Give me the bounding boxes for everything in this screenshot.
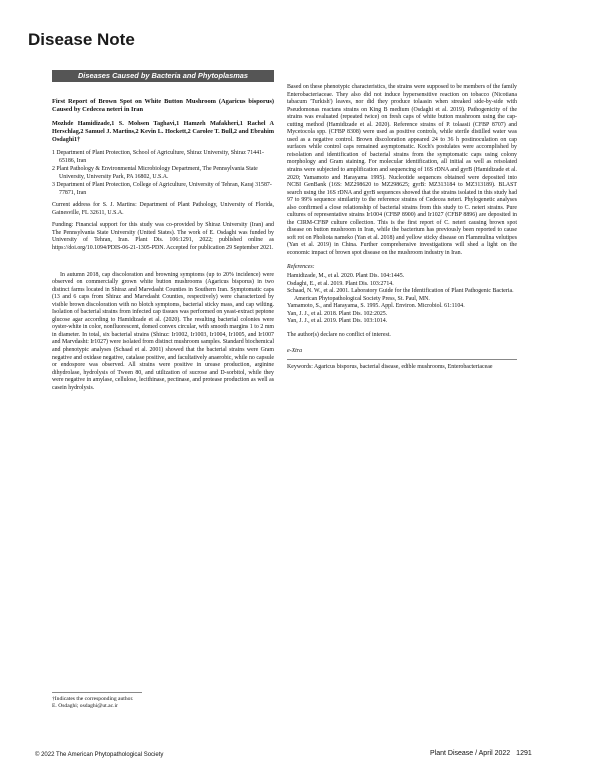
author-list: Mozhde Hamidizade,1 S. Mohsen Taghavi,1 Hamzeh Mafakheri,1 Rachel A Herschlag,2 Samuel J. Martins,2 Kevin L. Hockett,2 Carolee T. Bull,2 and Ebrahim Osdaghi1† <box>52 120 274 143</box>
journal-footer <box>430 750 532 757</box>
funding-note: Funding: Financial support for this study was co-provided by Shiraz University (Iran) and The Pennsylvania State University (United States). The work of E. Osdaghi was funded by University of Tehran, Iran. Plant Dis. 106:1291, 2022; published online as https://doi.org/10.1094/PDIS-06-21-1305-PDN. Accepted for publication 29 September 2021. <box>52 222 274 252</box>
keywords: Keywords: Agaricus bisporus, bacterial disease, edible mushrooms, Enterobacteriaceae <box>287 364 493 371</box>
affiliation-2: 2 Plant Pathology & Environmental Microbiology Department, The Pennsylvania State University, University Park, PA 16802, U.S.A. <box>52 166 258 180</box>
reference-item: Schaad, N. W., et al. 2001. Laboratory Guide for the Identification of Plant Pathogenic Bacteria. American Phytopathological Society Press, St. Paul, MN. <box>287 288 514 302</box>
page-number: 1291 <box>516 750 532 757</box>
affiliation-3: 3 Department of Plant Protection, College of Agriculture, University of Tehran, Karaj 31587-77871, Iran <box>52 182 272 196</box>
divider <box>287 359 517 360</box>
article-title: First Report of Brown Spot on White Button Mushroom (Agaricus bisporus) Caused by Cedecea neteri in Iran <box>52 98 274 113</box>
reference-list <box>287 273 517 326</box>
section-header: Disease Note <box>28 30 135 49</box>
affiliations <box>52 150 274 197</box>
current-address: Current address for S. J. Martins: Department of Plant Pathology, University of Florida, Gainesville, FL 32611, U.S.A. <box>52 202 274 216</box>
body-paragraph-left: In autumn 2018, cap discoloration and browning symptoms (up to 20% incidence) were observed on commercially grown white button mushrooms (Agaricus bisporus) in two distinct farms located in Shiraz and Marvdasht Counties in Southern Iran. Symptomatic caps (13 and 6 caps from Shiraz and Marvdasht Counties, respectively) were characterized by visible brown discoloration with no blotch symptoms, bacterial sticky mass, and cap wilting. Isolation of bacterial strains from infected cap tissues was performed on yeast-extract peptone glucose agar according to Hamidizade et al. (2020). The resulting bacterial colonies were oyster-white in color, nonfluorescent, domed convex circular, with smooth margins 1 to 2 mm in diameter. In total, six bacterial strains (Shiraz: Ir1002, Ir1003, Ir1004, Ir1005, and Ir1007 and Marvdasht: Ir1027) were isolated from distinct mushroom samples. Standard biochemical and phenotypic analyses (Schaad et al. 2001) showed that the bacterial strains were Gram negative and oxidase negative, catalase positive, and facultatively anaerobic, while no capsule or endospore was observed. All strains were positive in urease production, arginine dihydrolase, hydrolysis of Tween 80, and utilization of sucrose and D-sorbitol, while they were negative in amylase, cellulose, lecithinase, pectinase, and protease production as well as casein hydrolysis. <box>52 271 274 391</box>
left-column <box>52 98 274 392</box>
references-heading: References: <box>287 263 315 270</box>
footnote-email: E. Osdaghi; osdaghi@ut.ac.ir <box>52 703 118 710</box>
journal-issue: Plant Disease / April 2022 <box>430 750 511 757</box>
reference-item: Yan, J. J., et al. 2019. Plant Dis. 103:1014. <box>287 318 388 325</box>
reference-item: Yamamoto, S., and Harayama, S. 1995. Appl. Environ. Microbiol. 61:1104. <box>287 303 465 310</box>
reference-item: Yan, J. J., et al. 2018. Plant Dis. 102:2025. <box>287 310 388 317</box>
right-column <box>287 84 517 372</box>
conflict-statement: The author(s) declare no conflict of interest. <box>287 331 391 338</box>
footnote-corresponding: †Indicates the corresponding author. <box>52 696 134 702</box>
affiliation-1: 1 Department of Plant Protection, School of Agriculture, Shiraz University, Shiraz 71441-65186, Iran <box>52 150 264 164</box>
body-paragraph-right: Based on these phenotypic characteristics, the strains were supposed to be members of the family Enterobacteriaceae. They also did not induce hypersensitive reaction on tobacco (Nicotiana tabacum 'Turkish') leaves, nor did they produce tolaasin when streaked side-by-side with Pseudomonas reactans strains on King B medium (Osdaghi et al. 2019). Pathogenicity of the strains was evaluated (repeated twice) on fresh caps of white button mushroom using the cap-cutting method (Hamidizade et al. 2020). Reference strains of P. tolaasii (CFBP 8707) and Mycetocola spp. (CFBP 8308) were used as positive controls, while sterile distilled water was used as a negative control. Brown discoloration appeared 24 to 36 h postinoculation on cap surfaces while control caps remained asymptomatic. Koch's postulates were accomplished by reisolation and identification of bacterial strains from the symptomatic caps using colony morphology and Gram staining. For molecular identification, all initial as well as reisolated strains were subjected to amplification and sequencing of 16S rDNA and gyrB (Hamidizade et al. 2020; Yamamoto and Harayama 1995). Nucleotide sequences obtained were deposited into NCBI GenBank (16S: MZ298620 to MZ298625; gyrB: MZ313184 to MZ313189). BLAST search using the 16S rDNA and gyrB sequences showed that the strains isolated in this study had 97 to 99% sequence similarity to the reference strains of Cedecea neteri. Phylogenetic analyses also confirmed a close relationship of bacterial strains from this study to C. neteri strains. Pure cultures of representative strains Ir1004 (CFBP 8900) and Ir1027 (CFBP 8896) are deposited in the CIRM-CFBP culture collection. This is the first report of C. neteri causing brown spot disease on button mushroom in Iran, while the bacterium has previously been reported to cause soft rot on Pholiota nameko (Yan et al. 2018) and yellow sticky disease on Flammulina velutipes (Yan et al. 2019) in China. Further comprehensive investigations will shed a light on the economic impact of brown spot disease on the mushroom industry in Iran. <box>287 84 517 257</box>
reference-item: Hamidizade, M., et al. 2020. Plant Dis. 104:1445. <box>287 273 405 280</box>
category-banner: Diseases Caused by Bacteria and Phytoplasmas <box>52 70 274 82</box>
copyright: © 2022 The American Phytopathological Society <box>35 752 164 758</box>
extra-link[interactable]: e-Xtra <box>287 347 303 354</box>
footnote-divider <box>52 692 142 693</box>
footnote <box>52 696 274 710</box>
reference-item: Osdaghi, E., et al. 2019. Plant Dis. 103:2714. <box>287 280 394 287</box>
